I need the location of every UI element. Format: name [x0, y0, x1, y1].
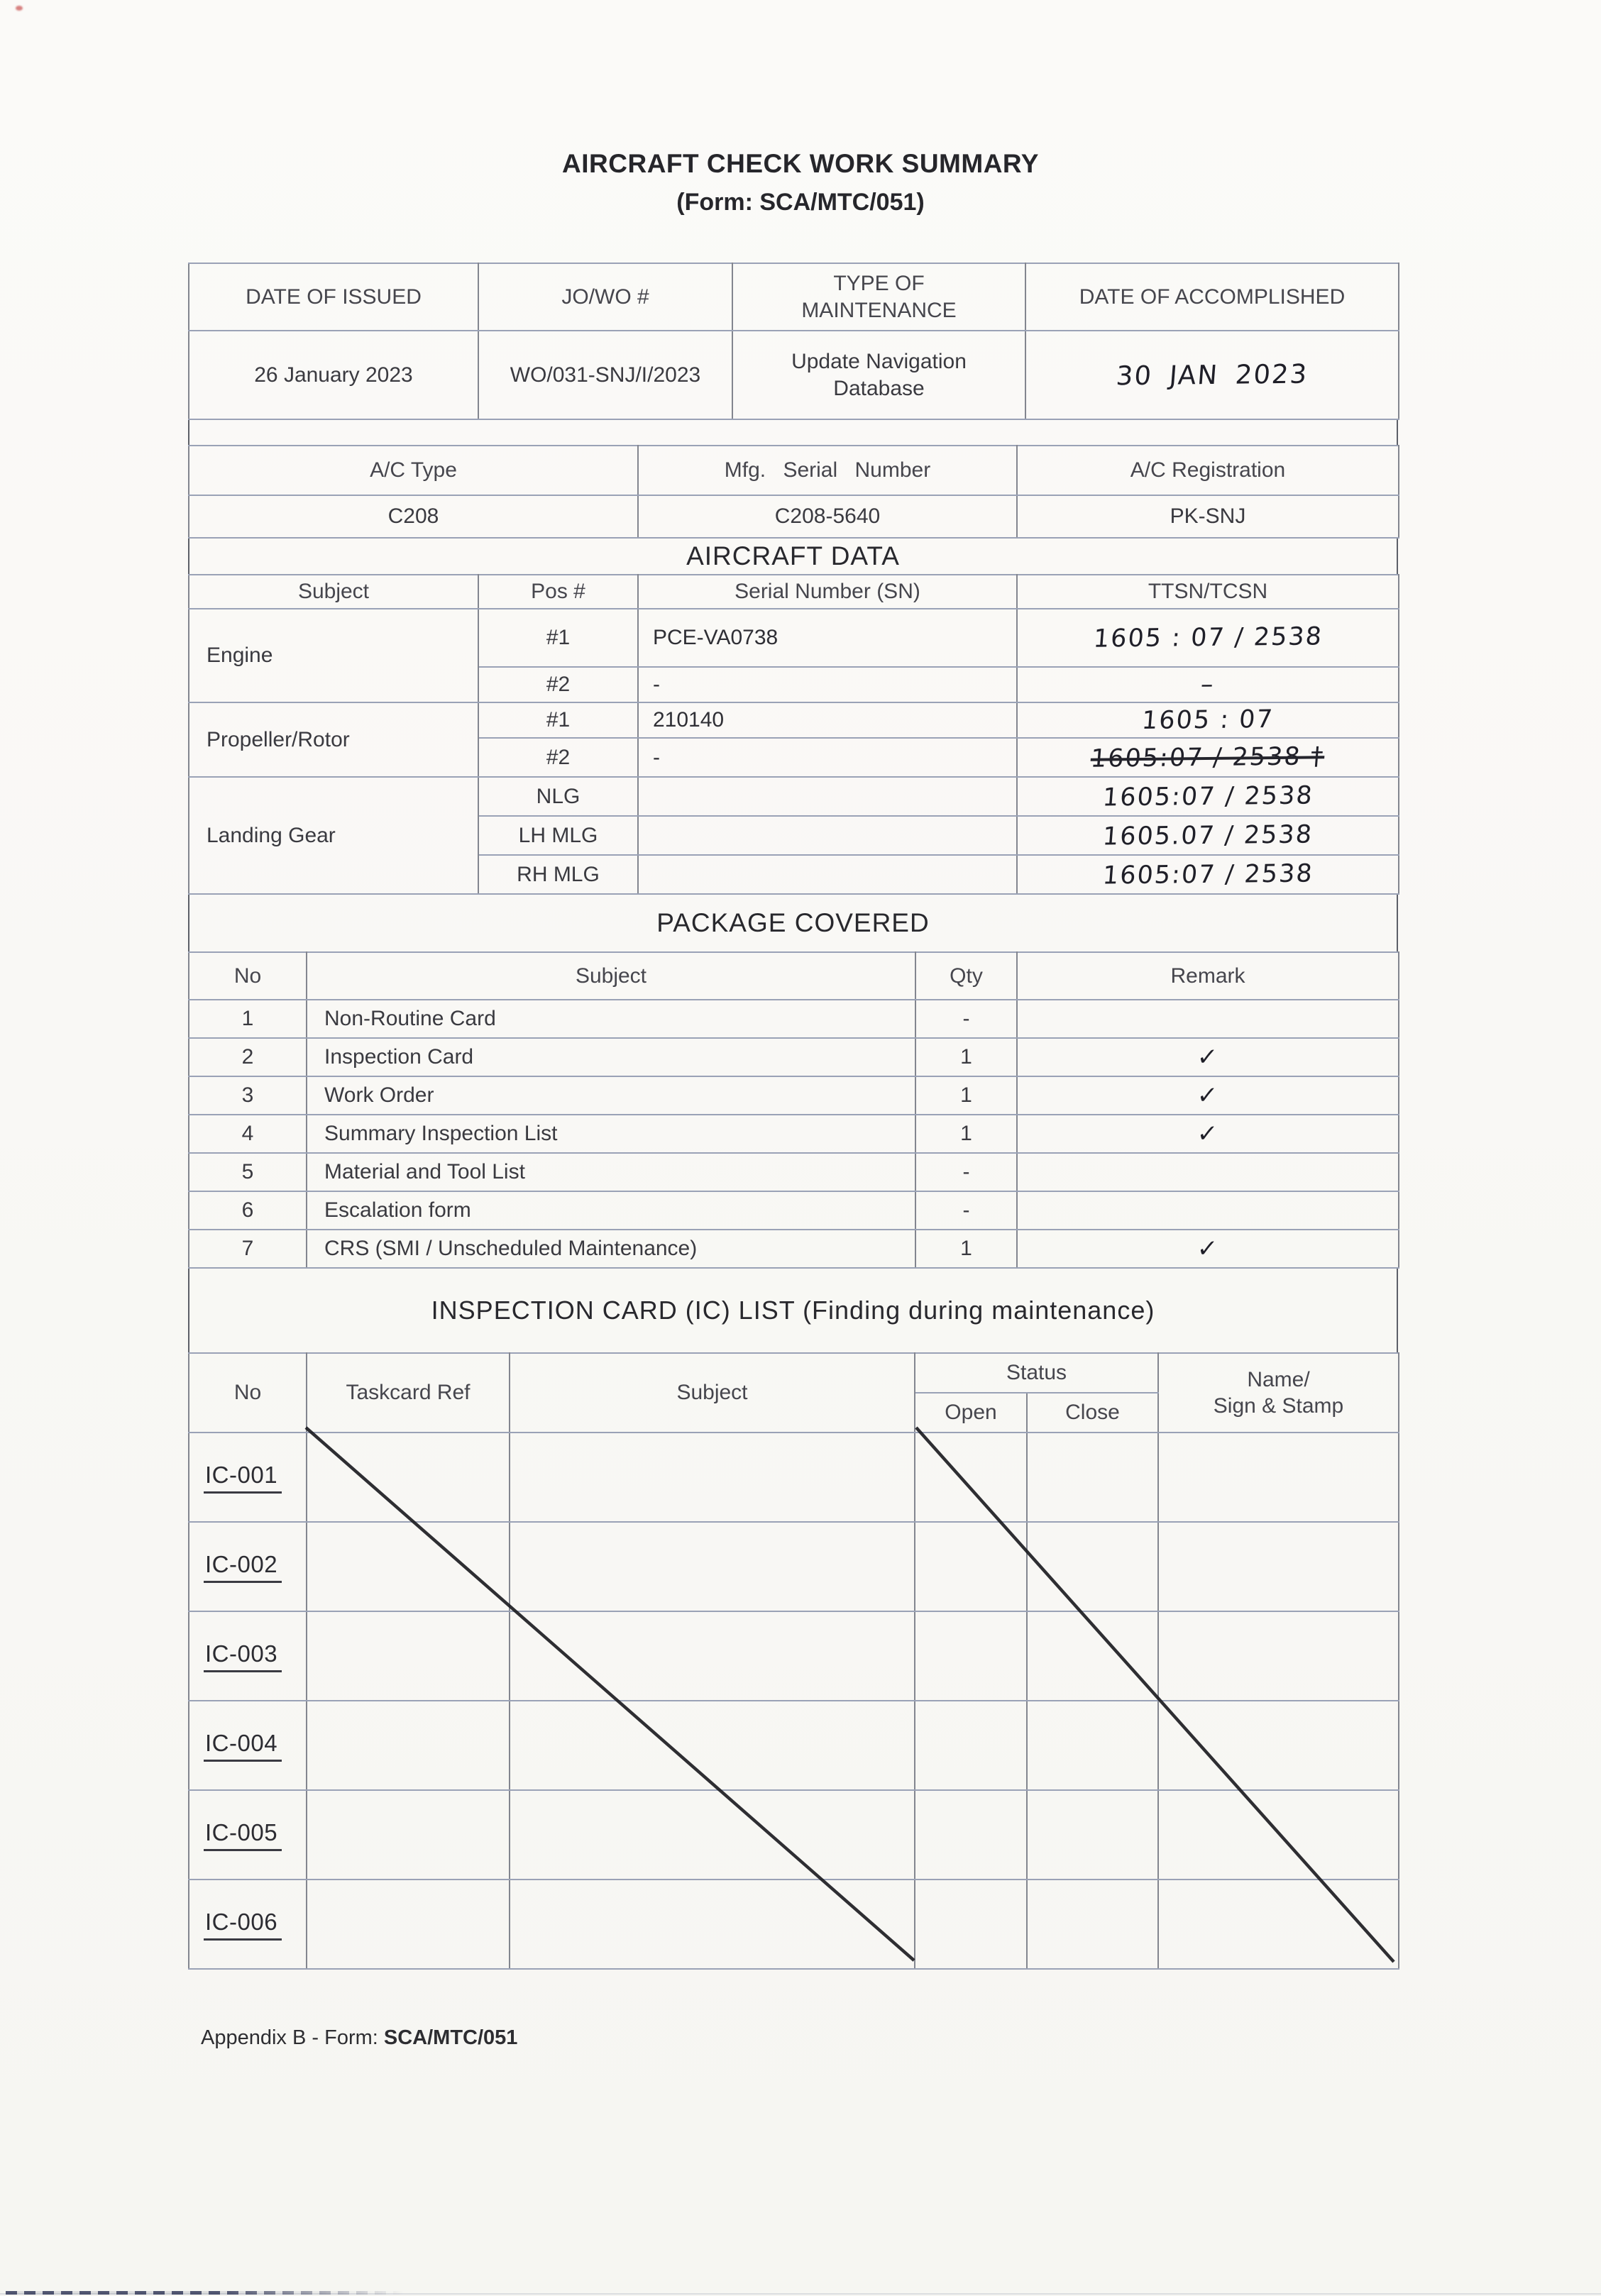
- landing-gear-ttsn-rh: [1017, 855, 1399, 894]
- aircraft-info-table: [188, 445, 1399, 539]
- ic-name-1: [1158, 1433, 1399, 1522]
- date-accomplished-handwriting: 30 JAN 2023: [1115, 358, 1309, 392]
- work-summary-table: [188, 263, 1399, 420]
- ic-no-cell-2: [189, 1522, 307, 1611]
- landing-gear-pos-rh: RH MLG: [478, 855, 638, 894]
- footer-note: [201, 2026, 517, 2050]
- propeller-row-1: [189, 702, 1399, 738]
- package-remark-7: [1017, 1230, 1399, 1268]
- ic-close-2: [1027, 1522, 1158, 1611]
- ic-open-2: [915, 1522, 1027, 1611]
- propeller-serial-1: 210140: [638, 702, 1017, 738]
- ic-no-cell-5: [189, 1790, 307, 1880]
- col-qty: Qty: [915, 952, 1017, 1000]
- subject-landing-gear: Landing Gear: [189, 777, 478, 894]
- jowo-value: WO/031-SNJ/I/2023: [478, 331, 732, 419]
- col-ttsn-tcsn: TTSN/TCSN: [1017, 575, 1399, 609]
- col-status: Status: [915, 1353, 1158, 1393]
- ic-subject-1: [510, 1433, 915, 1522]
- landing-gear-serial-rh: [638, 855, 1017, 894]
- ic-name-2: [1158, 1522, 1399, 1611]
- package-row-5: [189, 1153, 1399, 1191]
- ic-taskcard-4: [307, 1701, 510, 1790]
- ic-open-5: [915, 1790, 1027, 1880]
- ic-no-cell-3: [189, 1611, 307, 1701]
- type-of-maintenance-value: [732, 331, 1025, 419]
- package-qty-5: -: [915, 1153, 1017, 1191]
- ic-label-5: IC-005: [204, 1819, 282, 1851]
- col-status-close: Close: [1027, 1393, 1158, 1433]
- col-name-line2: Sign & Stamp: [1213, 1394, 1344, 1418]
- package-row-2: [189, 1038, 1399, 1076]
- col-name-line1: Name/: [1247, 1367, 1310, 1391]
- col-type-line2: MAINTENANCE: [801, 298, 957, 322]
- page-subtitle: (Form: SCA/MTC/051): [676, 189, 925, 216]
- package-qty-3: 1: [915, 1076, 1017, 1115]
- subject-propeller: Propeller/Rotor: [189, 702, 478, 777]
- landing-gear-ttsn-nlg-handwriting: 1605:07 / 2538: [1101, 780, 1314, 812]
- ic-label-4: IC-004: [204, 1730, 282, 1762]
- col-ac-registration: A/C Registration: [1017, 446, 1399, 495]
- ic-subject-4: [510, 1701, 915, 1790]
- aircraft-data-header-row: [189, 575, 1399, 609]
- date-accomplished-value: [1025, 331, 1399, 419]
- subject-engine: Engine: [189, 609, 478, 702]
- col-mfg-serial-number: Mfg. Serial Number: [638, 446, 1017, 495]
- ic-taskcard-6: [307, 1880, 510, 1969]
- package-covered-section-title: PACKAGE COVERED: [188, 895, 1398, 951]
- form-sheet: [188, 263, 1398, 1970]
- landing-gear-ttsn-rh-handwriting: 1605:07 / 2538: [1101, 859, 1314, 890]
- ic-name-3: [1158, 1611, 1399, 1701]
- package-no-1: 1: [189, 1000, 307, 1038]
- engine-ttsn-2: [1017, 667, 1399, 702]
- form-header: [0, 149, 1601, 216]
- col-date-issued: DATE OF ISSUED: [189, 263, 478, 331]
- ic-row-6: [189, 1880, 1399, 1969]
- mfg-serial-value: C208-5640: [638, 495, 1017, 538]
- col-remark: Remark: [1017, 952, 1399, 1000]
- package-remark-5: [1017, 1153, 1399, 1191]
- col-ic-subject: Subject: [510, 1353, 915, 1433]
- ic-list-section-title: INSPECTION CARD (IC) LIST (Finding during maintenance): [188, 1269, 1398, 1352]
- ac-registration-value: PK-SNJ: [1017, 495, 1399, 538]
- propeller-serial-2: -: [638, 738, 1017, 777]
- checkmark-icon: ✓: [1196, 1081, 1220, 1110]
- landing-gear-serial-lh: [638, 816, 1017, 855]
- ic-label-1: IC-001: [204, 1462, 282, 1494]
- ic-close-1: [1027, 1433, 1158, 1522]
- package-subject-5: Material and Tool List: [307, 1153, 915, 1191]
- ic-subject-6: [510, 1880, 915, 1969]
- ic-label-6: IC-006: [204, 1909, 282, 1941]
- package-subject-3: Work Order: [307, 1076, 915, 1115]
- package-remark-4: [1017, 1115, 1399, 1153]
- package-no-4: 4: [189, 1115, 307, 1153]
- package-qty-2: 1: [915, 1038, 1017, 1076]
- col-package-subject: Subject: [307, 952, 915, 1000]
- col-type-line1: TYPE OF: [833, 272, 925, 295]
- package-subject-2: Inspection Card: [307, 1038, 915, 1076]
- col-ac-type: A/C Type: [189, 446, 638, 495]
- landing-gear-ttsn-lh-handwriting: 1605.07 / 2538: [1101, 819, 1314, 851]
- type-value-line1: Update Navigation: [791, 350, 967, 373]
- ic-close-4: [1027, 1701, 1158, 1790]
- package-row-4: [189, 1115, 1399, 1153]
- ic-row-3: [189, 1611, 1399, 1701]
- package-row-1: [189, 1000, 1399, 1038]
- work-summary-value-row: [189, 331, 1399, 419]
- inspection-card-list-table: [188, 1352, 1399, 1970]
- ic-subject-3: [510, 1611, 915, 1701]
- engine-row-1: [189, 609, 1399, 667]
- engine-serial-1: PCE-VA0738: [638, 609, 1017, 667]
- package-subject-6: Escalation form: [307, 1191, 915, 1230]
- package-remark-1: [1017, 1000, 1399, 1038]
- col-taskcard-ref: Taskcard Ref: [307, 1353, 510, 1433]
- engine-serial-2: -: [638, 667, 1017, 702]
- col-serial-number: Serial Number (SN): [638, 575, 1017, 609]
- ic-close-3: [1027, 1611, 1158, 1701]
- package-remark-2: [1017, 1038, 1399, 1076]
- col-subject: Subject: [189, 575, 478, 609]
- ac-type-value: C208: [189, 495, 638, 538]
- aircraft-data-table: [188, 574, 1399, 895]
- ic-open-1: [915, 1433, 1027, 1522]
- col-type-of-maintenance: [732, 263, 1025, 331]
- ic-name-6: [1158, 1880, 1399, 1969]
- page-title: AIRCRAFT CHECK WORK SUMMARY: [562, 149, 1039, 178]
- ic-taskcard-5: [307, 1790, 510, 1880]
- col-status-open: Open: [915, 1393, 1027, 1433]
- work-summary-header-row: [189, 263, 1399, 331]
- ic-taskcard-1: [307, 1433, 510, 1522]
- footer-form-code: SCA/MTC/051: [383, 2026, 518, 2049]
- aircraft-info-header-row: [189, 446, 1399, 495]
- package-subject-4: Summary Inspection List: [307, 1115, 915, 1153]
- ic-name-5: [1158, 1790, 1399, 1880]
- ic-close-6: [1027, 1880, 1158, 1969]
- checkmark-icon: ✓: [1196, 1234, 1220, 1264]
- landing-gear-serial-nlg: [638, 777, 1017, 816]
- col-ic-no: No: [189, 1353, 307, 1433]
- ic-row-5: [189, 1790, 1399, 1880]
- engine-ttsn-2-handwriting: –: [1199, 670, 1216, 700]
- ic-no-cell-4: [189, 1701, 307, 1790]
- package-no-7: 7: [189, 1230, 307, 1268]
- landing-gear-pos-lh: LH MLG: [478, 816, 638, 855]
- package-qty-7: 1: [915, 1230, 1017, 1268]
- col-pos: Pos #: [478, 575, 638, 609]
- ic-name-4: [1158, 1701, 1399, 1790]
- package-no-6: 6: [189, 1191, 307, 1230]
- ic-close-5: [1027, 1790, 1158, 1880]
- scan-edge-artifact: [6, 2291, 403, 2295]
- col-jowo: JO/WO #: [478, 263, 732, 331]
- ic-no-cell-6: [189, 1880, 307, 1969]
- package-remark-6: [1017, 1191, 1399, 1230]
- package-no-5: 5: [189, 1153, 307, 1191]
- col-date-accomplished: DATE OF ACCOMPLISHED: [1025, 263, 1399, 331]
- ic-row-2: [189, 1522, 1399, 1611]
- aircraft-info-value-row: [189, 495, 1399, 538]
- checkmark-icon: ✓: [1196, 1119, 1220, 1149]
- col-no: No: [189, 952, 307, 1000]
- propeller-pos-1: #1: [478, 702, 638, 738]
- package-qty-1: -: [915, 1000, 1017, 1038]
- package-qty-4: 1: [915, 1115, 1017, 1153]
- engine-pos-1: #1: [478, 609, 638, 667]
- propeller-ttsn-1: [1017, 702, 1399, 738]
- package-remark-3: [1017, 1076, 1399, 1115]
- ic-taskcard-3: [307, 1611, 510, 1701]
- landing-gear-ttsn-lh: [1017, 816, 1399, 855]
- landing-gear-pos-nlg: NLG: [478, 777, 638, 816]
- ic-taskcard-2: [307, 1522, 510, 1611]
- package-subject-1: Non-Routine Card: [307, 1000, 915, 1038]
- ic-no-cell-1: [189, 1433, 307, 1522]
- package-no-3: 3: [189, 1076, 307, 1115]
- package-covered-header-row: [189, 952, 1399, 1000]
- engine-ttsn-1-handwriting: 1605 : 07 / 2538: [1091, 622, 1324, 653]
- propeller-ttsn-2: [1017, 738, 1399, 777]
- col-name-sign-stamp: [1158, 1353, 1399, 1433]
- landing-gear-row-nlg: [189, 777, 1399, 816]
- ic-label-3: IC-003: [204, 1640, 282, 1672]
- ic-open-3: [915, 1611, 1027, 1701]
- propeller-ttsn-2-handwriting-struck: 1605:07 / 2538 †: [1089, 741, 1326, 773]
- package-covered-table: [188, 951, 1399, 1269]
- ic-subject-2: [510, 1522, 915, 1611]
- ic-open-6: [915, 1880, 1027, 1969]
- ic-label-2: IC-002: [204, 1551, 282, 1583]
- propeller-ttsn-1-handwriting: 1605 : 07: [1140, 705, 1275, 735]
- type-value-line2: Database: [833, 376, 925, 400]
- date-issued-value: 26 January 2023: [189, 331, 478, 419]
- propeller-pos-2: #2: [478, 738, 638, 777]
- footer-prefix: Appendix B - Form:: [201, 2026, 384, 2049]
- ic-subject-5: [510, 1790, 915, 1880]
- package-subject-7: CRS (SMI / Unscheduled Maintenance): [307, 1230, 915, 1268]
- ic-row-4: [189, 1701, 1399, 1790]
- package-qty-6: -: [915, 1191, 1017, 1230]
- engine-ttsn-1: [1017, 609, 1399, 667]
- ic-header-row-1: [189, 1353, 1399, 1393]
- ic-row-1: [189, 1433, 1399, 1522]
- package-row-7: [189, 1230, 1399, 1268]
- table-gap: [188, 420, 1398, 445]
- checkmark-icon: ✓: [1196, 1042, 1220, 1072]
- ic-open-4: [915, 1701, 1027, 1790]
- package-row-3: [189, 1076, 1399, 1115]
- landing-gear-ttsn-nlg: [1017, 777, 1399, 816]
- engine-pos-2: #2: [478, 667, 638, 702]
- aircraft-data-section-title: AIRCRAFT DATA: [188, 539, 1398, 574]
- package-row-6: [189, 1191, 1399, 1230]
- package-no-2: 2: [189, 1038, 307, 1076]
- scan-speck: [16, 6, 23, 11]
